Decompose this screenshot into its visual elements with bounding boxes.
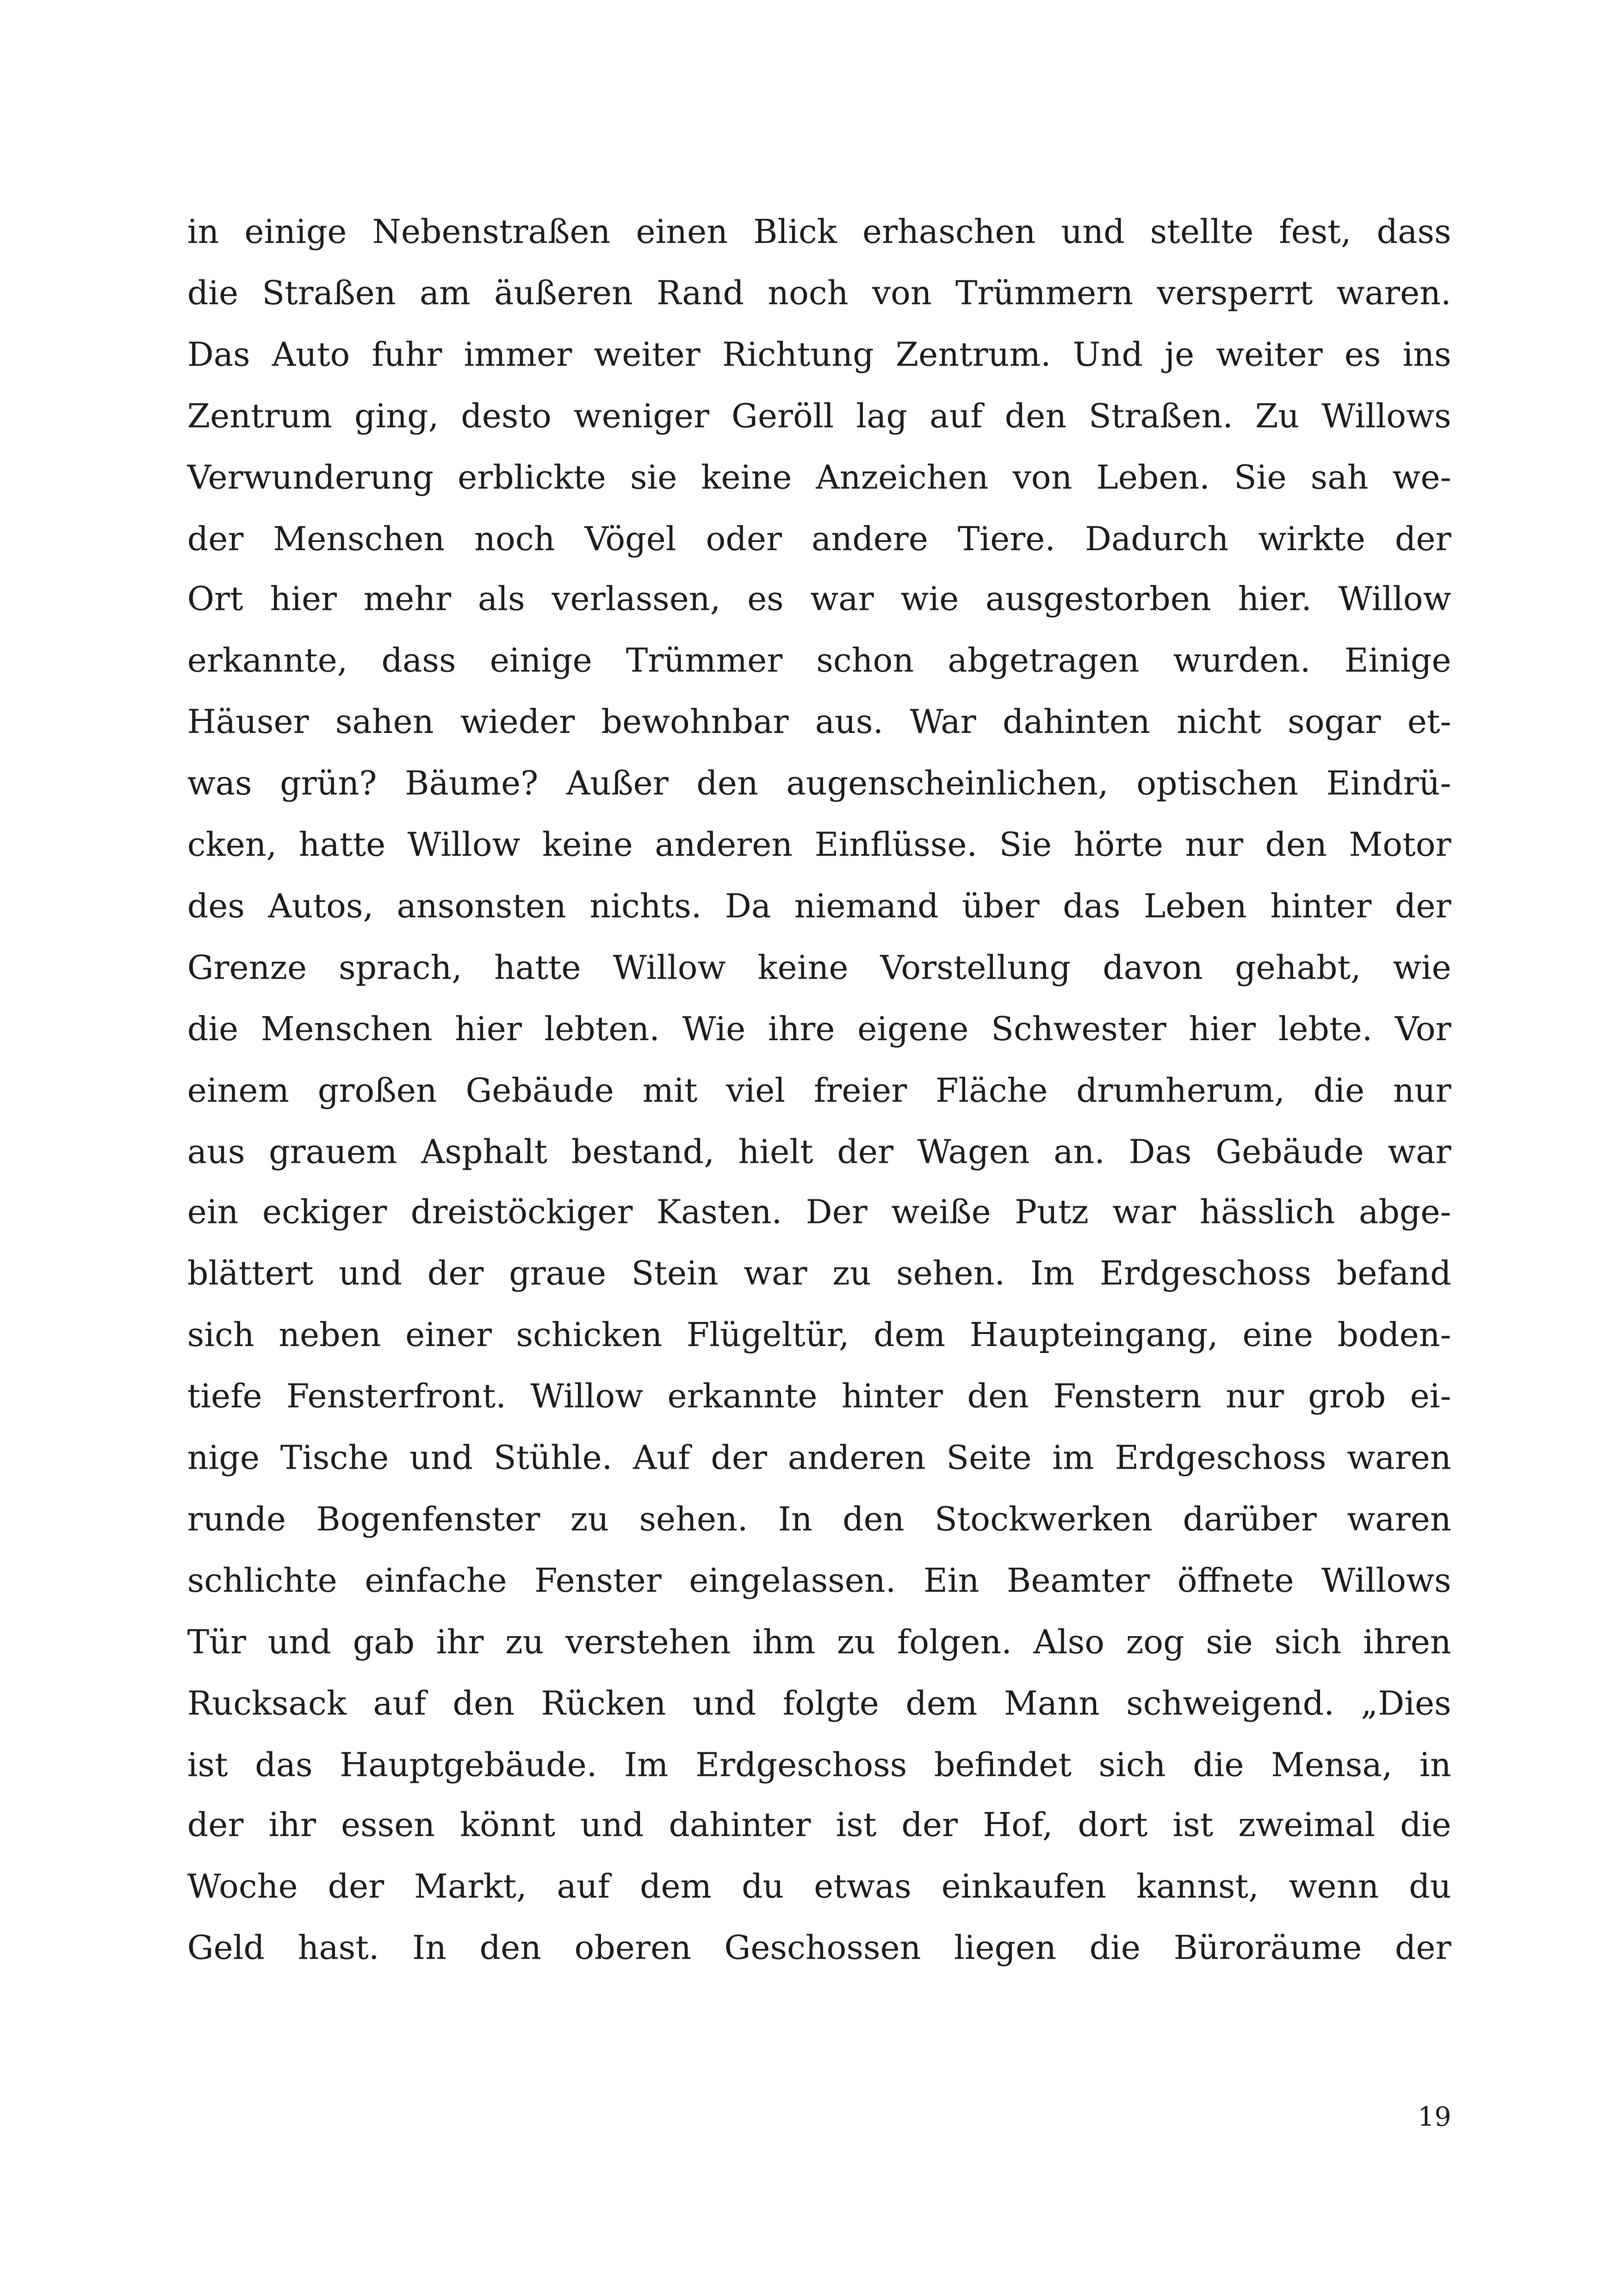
text-line: die Menschen hier lebten. Wie ihre eigene Schwester hier lebte. Vor [187,1010,1451,1049]
text-line: in einige Nebenstraßen einen Blick erhaschen und stellte fest, dass [187,213,1451,252]
text-line: der Menschen noch Vögel oder andere Tiere. Dadurch wirkte der [187,520,1451,558]
text-line: tiefe Fensterfront. Willow erkannte hinter den Fenstern nur grob ei- [187,1378,1451,1416]
text-line: blättert und der graue Stein war zu sehen. Im Erdgeschoss befand [187,1255,1451,1294]
text-line: was grün? Bäume? Außer den augenscheinlichen, optischen Eindrü- [187,765,1451,804]
text-line: Geld hast. In den oberen Geschossen liegen die Büroräume der [187,1930,1451,1968]
text-line: Häuser sahen wieder bewohnbar aus. War dahinten nicht sogar et- [187,704,1451,742]
text-line: schlichte einfache Fenster eingelassen. Ein Beamter öffnete Willows [187,1562,1451,1601]
text-line: Verwunderung erblickte sie keine Anzeichen von Leben. Sie sah we- [187,459,1451,497]
text-line: der ihr essen könnt und dahinter ist der Hof, dort ist zweimal die [187,1807,1451,1846]
page-number: 19 [1418,2102,1451,2133]
text-line: des Autos, ansonsten nichts. Da niemand über das Leben hinter der [187,887,1451,926]
text-line: Ort hier mehr als verlassen, es war wie ausgestorben hier. Willow [187,581,1451,620]
text-line: aus grauem Asphalt bestand, hielt der Wagen an. Das Gebäude war [187,1133,1451,1172]
text-line: sich neben einer schicken Flügeltür, dem Haupteingang, eine boden- [187,1317,1451,1355]
text-line: einem großen Gebäude mit viel freier Fläche drumherum, die nur [187,1072,1451,1110]
text-line: Grenze sprach, hatte Willow keine Vorstellung davon gehabt, wie [187,949,1451,987]
text-line: Zentrum ging, desto weniger Geröll lag auf den Straßen. Zu Willows [187,397,1451,436]
text-line: cken, hatte Willow keine anderen Einflüsse. Sie hörte nur den Motor [187,826,1451,865]
text-line: Rucksack auf den Rücken und folgte dem Mann schweigend. „Dies [187,1685,1451,1723]
text-line: die Straßen am äußeren Rand noch von Trümmern versperrt waren. [187,275,1451,313]
text-line: Tür und gab ihr zu verstehen ihm zu folgen. Also zog sie sich ihren [187,1623,1451,1662]
text-line: runde Bogenfenster zu sehen. In den Stockwerken darüber waren [187,1501,1451,1539]
text-line: Das Auto fuhr immer weiter Richtung Zentrum. Und je weiter es ins [187,336,1451,374]
text-line: erkannte, dass einige Trümmer schon abgetragen wurden. Einige [187,642,1451,681]
text-line: Woche der Markt, auf dem du etwas einkaufen kannst, wenn du [187,1868,1451,1907]
text-line: nige Tische und Stühle. Auf der anderen Seite im Erdgeschoss waren [187,1440,1451,1478]
text-line: ein eckiger dreistöckiger Kasten. Der weiße Putz war hässlich abge- [187,1194,1451,1233]
text-line: ist das Hauptgebäude. Im Erdgeschoss befindet sich die Mensa, in [187,1746,1451,1784]
